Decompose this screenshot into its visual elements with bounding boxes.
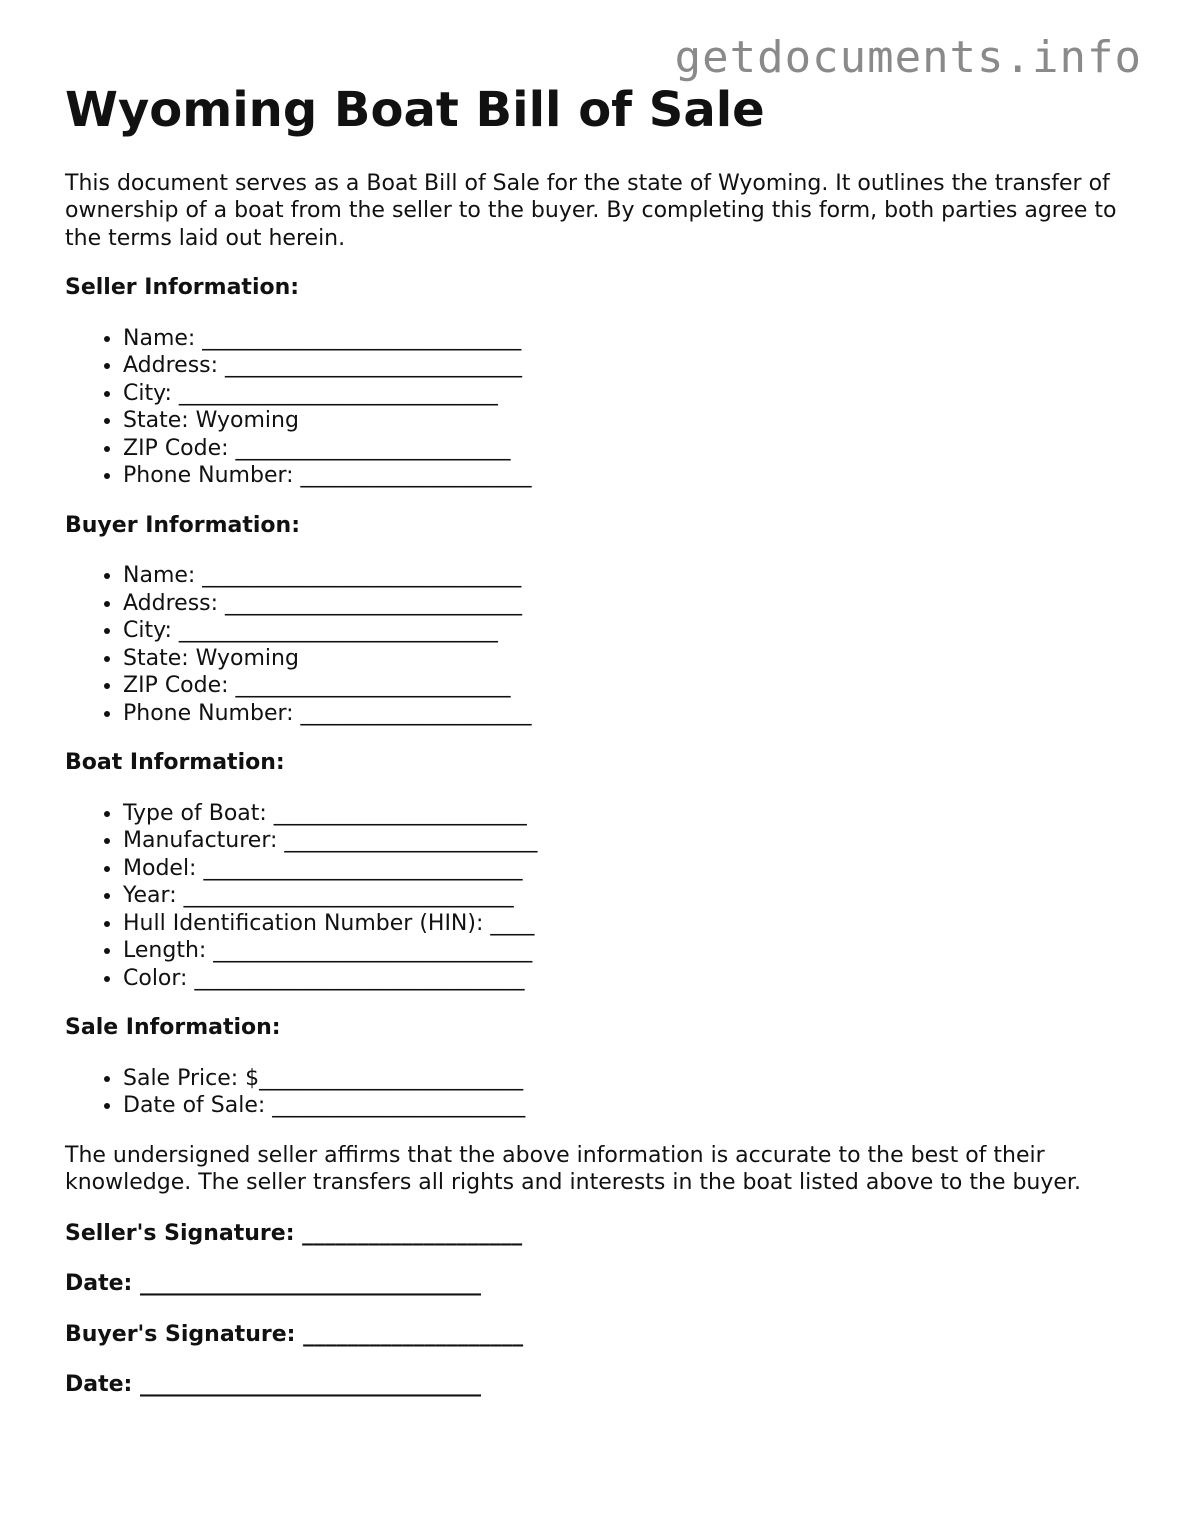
seller-date-line[interactable]: Date: _______________________________ xyxy=(65,1271,482,1297)
intro-paragraph: This document serves as a Boat Bill of Sale for the state of Wyoming. It outlines the transfer of ownership of a boat from the seller to the buyer. By completing this form, both parties agree to the terms laid out herein. xyxy=(65,170,1117,251)
sale-date-field[interactable]: • Date of Sale: _______________________ xyxy=(123,1092,1125,1120)
boat-year-field[interactable]: • Year: ______________________________ xyxy=(123,882,1125,910)
seller-info-heading: Seller Information: xyxy=(65,275,300,301)
seller-signature-line[interactable]: Seller's Signature: ____________________ xyxy=(65,1220,523,1246)
buyer-info-list xyxy=(65,562,1125,727)
document-body xyxy=(65,82,1125,1399)
boat-model-field[interactable]: • Model: _____________________________ xyxy=(123,855,1125,883)
seller-phone-field[interactable]: • Phone Number: _____________________ xyxy=(123,462,1125,490)
buyer-date-line[interactable]: Date: _______________________________ xyxy=(65,1372,482,1398)
affirmation-paragraph: The undersigned seller affirms that the above information is accurate to the best of their knowledge. The seller transfers all rights and interests in the boat listed above to the buyer. xyxy=(65,1142,1081,1196)
watermark: getdocuments.info xyxy=(674,32,1142,83)
sale-info-list xyxy=(65,1065,1125,1120)
seller-zip-field[interactable]: • ZIP Code: _________________________ xyxy=(123,435,1125,463)
boat-info-heading: Boat Information: xyxy=(65,750,285,776)
buyer-state-field: • State: Wyoming xyxy=(123,645,1125,673)
boat-length-field[interactable]: • Length: _____________________________ xyxy=(123,937,1125,965)
buyer-phone-field[interactable]: • Phone Number: _____________________ xyxy=(123,700,1125,728)
seller-address-field[interactable]: • Address: ___________________________ xyxy=(123,352,1125,380)
boat-hin-field[interactable]: • Hull Identification Number (HIN): ____ xyxy=(123,910,1125,938)
sale-price-field[interactable]: • Sale Price: $________________________ xyxy=(123,1065,1125,1093)
boat-color-field[interactable]: • Color: ______________________________ xyxy=(123,965,1125,993)
boat-manufacturer-field[interactable]: • Manufacturer: _______________________ xyxy=(123,827,1125,855)
seller-info-list xyxy=(65,325,1125,490)
document-title: Wyoming Boat Bill of Sale xyxy=(65,82,765,138)
buyer-signature-line[interactable]: Buyer's Signature: ____________________ xyxy=(65,1321,524,1347)
seller-city-field[interactable]: • City: _____________________________ xyxy=(123,380,1125,408)
buyer-city-field[interactable]: • City: _____________________________ xyxy=(123,617,1125,645)
seller-name-field[interactable]: • Name: _____________________________ xyxy=(123,325,1125,353)
sale-info-heading: Sale Information: xyxy=(65,1015,281,1041)
seller-state-field: • State: Wyoming xyxy=(123,407,1125,435)
boat-type-field[interactable]: • Type of Boat: _______________________ xyxy=(123,800,1125,828)
buyer-info-heading: Buyer Information: xyxy=(65,512,300,538)
buyer-name-field[interactable]: • Name: _____________________________ xyxy=(123,562,1125,590)
boat-info-list xyxy=(65,800,1125,993)
buyer-zip-field[interactable]: • ZIP Code: _________________________ xyxy=(123,672,1125,700)
buyer-address-field[interactable]: • Address: ___________________________ xyxy=(123,590,1125,618)
